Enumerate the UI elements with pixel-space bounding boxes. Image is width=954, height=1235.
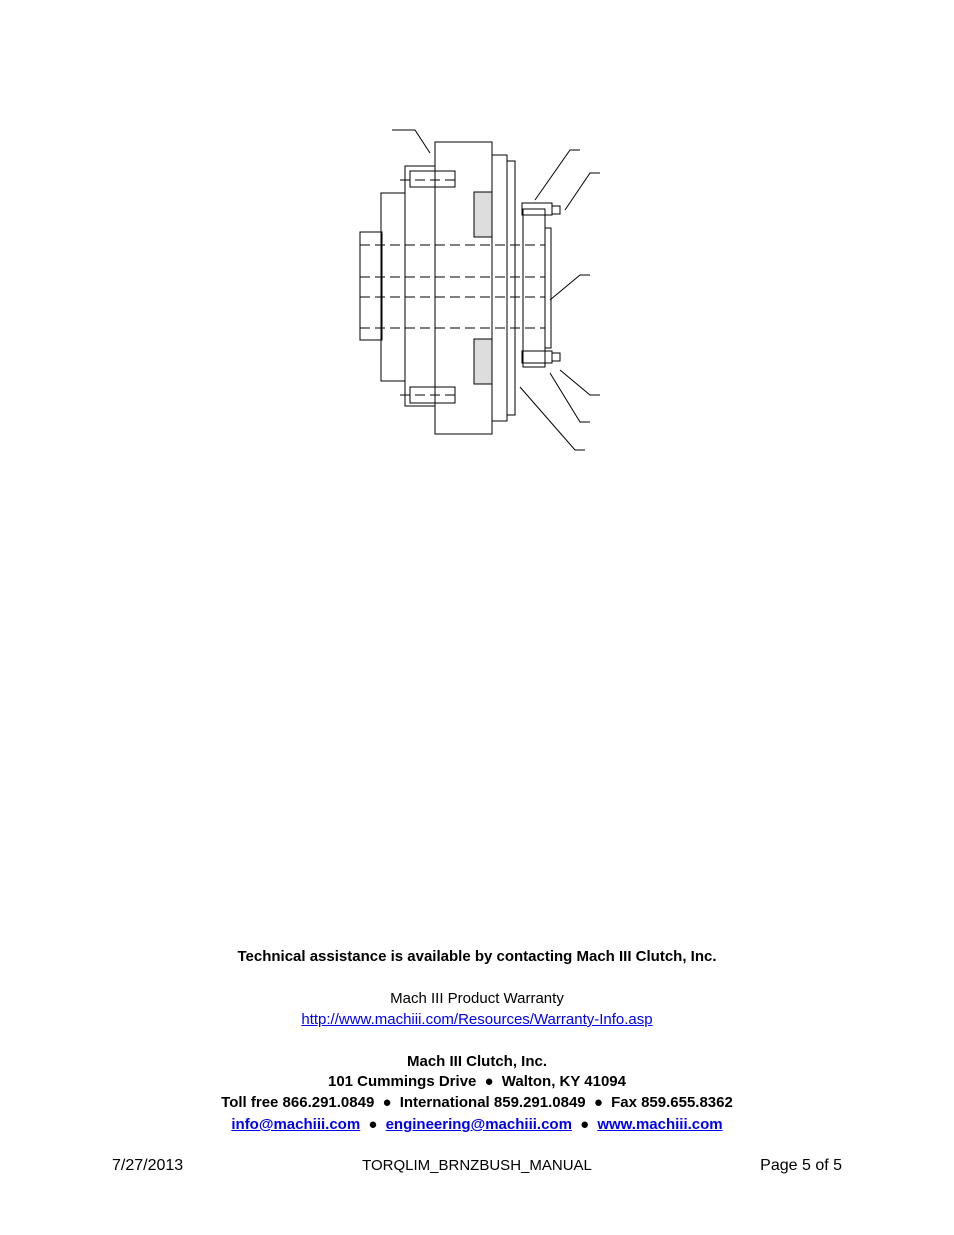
fax-number: Fax 859.655.8362 bbox=[611, 1094, 733, 1111]
email-engineering-link[interactable]: engineering@machiii.com bbox=[385, 1116, 572, 1133]
bullet-icon: ● bbox=[593, 1094, 603, 1111]
footer-date: 7/27/2013 bbox=[112, 1157, 184, 1174]
phone-tollfree: Toll free 866.291.0849 bbox=[221, 1094, 375, 1111]
address-street: 101 Cummings Drive bbox=[327, 1073, 477, 1090]
torque-limiter-drawing bbox=[355, 125, 615, 455]
bullet-icon: ● bbox=[580, 1116, 590, 1133]
warranty-title: Mach III Product Warranty bbox=[390, 990, 564, 1007]
website-link[interactable]: www.machiii.com bbox=[597, 1116, 723, 1133]
email-info-link[interactable]: info@machiii.com bbox=[231, 1116, 361, 1133]
phone-international: International 859.291.0849 bbox=[399, 1094, 586, 1111]
address-city: Walton, KY 41094 bbox=[501, 1073, 626, 1090]
bullet-icon: ● bbox=[484, 1073, 494, 1090]
company-phones bbox=[0, 1094, 954, 1111]
bullet-icon: ● bbox=[368, 1116, 378, 1133]
company-name: Mach III Clutch, Inc. bbox=[406, 1053, 548, 1070]
bullet-icon: ● bbox=[382, 1094, 392, 1111]
warranty-link[interactable]: http://www.machiii.com/Resources/Warranty-Info.asp bbox=[301, 1011, 653, 1028]
company-address bbox=[0, 1073, 954, 1090]
footer-page-number: Page 5 of 5 bbox=[760, 1157, 842, 1174]
contact-links bbox=[0, 1116, 954, 1133]
footer-document-id: TORQLIM_BRNZBUSH_MANUAL bbox=[362, 1157, 592, 1174]
technical-assistance-text: Technical assistance is available by contacting Mach III Clutch, Inc. bbox=[237, 948, 717, 965]
